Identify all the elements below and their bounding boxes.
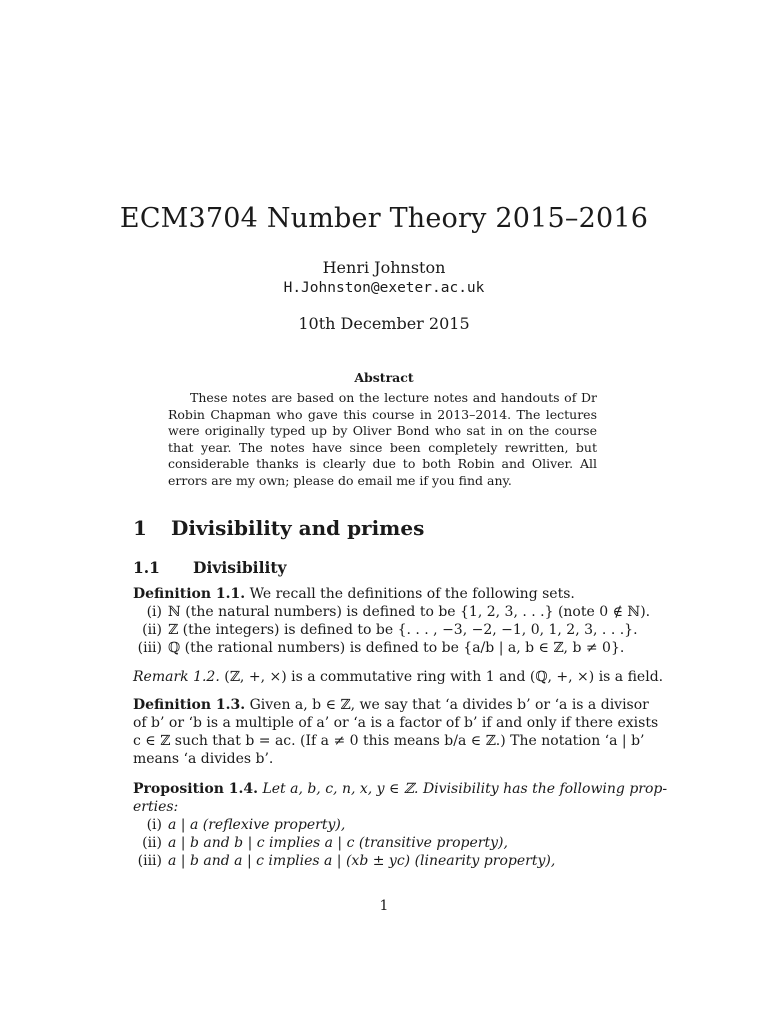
section-heading (133, 516, 424, 540)
item-label: (ii) (142, 622, 162, 638)
item-text: a | b and b | c implies a | c (transitive property), (168, 835, 508, 851)
item-text: ℤ (the integers) is defined to be {. . . , −3, −2, −1, 0, 1, 2, 3, . . .}. (168, 622, 638, 638)
definition-text-line: of b’ or ‘b is a multiple of a’ or ‘a is a factor of b’ if and only if there exists (133, 715, 659, 731)
remark-text: (ℤ, +, ×) is a commutative ring with 1 and (ℚ, +, ×) is a field. (224, 669, 664, 685)
author-name: Henri Johnston (322, 258, 446, 277)
definition-text: We recall the definitions of the following sets. (249, 586, 575, 602)
author-email: H.Johnston@exeter.ac.uk (283, 280, 485, 296)
definition-1-3 (133, 697, 649, 713)
definition-label: Definition 1.3. (133, 697, 246, 713)
item-label: (iii) (137, 853, 162, 869)
proposition-1-4 (133, 781, 667, 797)
definition-1-1 (133, 586, 575, 602)
proposition-text-line: erties: (133, 799, 179, 815)
document-title: ECM3704 Number Theory 2015–2016 (119, 203, 649, 234)
remark-label: Remark 1.2. (133, 669, 220, 685)
item-text: ℕ (the natural numbers) is defined to be {1, 2, 3, . . .} (note 0 ∉ ℕ). (168, 604, 651, 620)
proposition-label: Proposition 1.4. (133, 781, 258, 797)
list-item (122, 835, 508, 851)
list-item (122, 604, 650, 620)
item-label: (iii) (137, 640, 162, 656)
subsection-number: 1.1 (133, 558, 160, 577)
abstract-heading: Abstract (354, 370, 414, 385)
item-label: (i) (146, 604, 162, 620)
abstract-body (168, 390, 597, 489)
section-title: Divisibility and primes (171, 516, 425, 540)
section-number: 1 (133, 516, 147, 540)
list-item (122, 817, 345, 833)
subsection-heading (133, 558, 287, 577)
list-item (122, 640, 624, 656)
list-item (122, 622, 638, 638)
definition-text-line: Given a, b ∈ ℤ, we say that ‘a divides b’ or ‘a is a divisor (249, 697, 649, 713)
item-label: (i) (146, 817, 162, 833)
item-text: a | b and a | c implies a | (xb ± yc) (linearity property), (168, 853, 556, 869)
document-date: 10th December 2015 (298, 314, 470, 333)
page-number: 1 (379, 898, 389, 914)
list-item (122, 853, 555, 869)
definition-label: Definition 1.1. (133, 586, 246, 602)
definition-text-line: means ‘a divides b’. (133, 751, 274, 767)
item-label: (ii) (142, 835, 162, 851)
item-text: ℚ (the rational numbers) is defined to be {a/b | a, b ∈ ℤ, b ≠ 0}. (168, 640, 625, 656)
definition-text-line: c ∈ ℤ such that b = ac. (If a ≠ 0 this means b/a ∈ ℤ.) The notation ‘a | b’ (133, 733, 645, 749)
subsection-title: Divisibility (193, 558, 287, 577)
item-text: a | a (reflexive property), (168, 817, 346, 833)
remark-1-2 (133, 669, 663, 685)
abstract-text: These notes are based on the lecture notes and handouts of Dr Robin Chapman who gave this course in 2013–2014. The lectures were originally typed up by Oliver Bond who sat in on the course that year. The notes have since been completely rewritten, but considerable thanks is clearly due to both Robin and Oliver. All errors are my own; please do email me if you find any. (168, 390, 597, 488)
proposition-text-line: Let a, b, c, n, x, y ∈ ℤ. Divisibility has the following prop- (262, 781, 668, 797)
